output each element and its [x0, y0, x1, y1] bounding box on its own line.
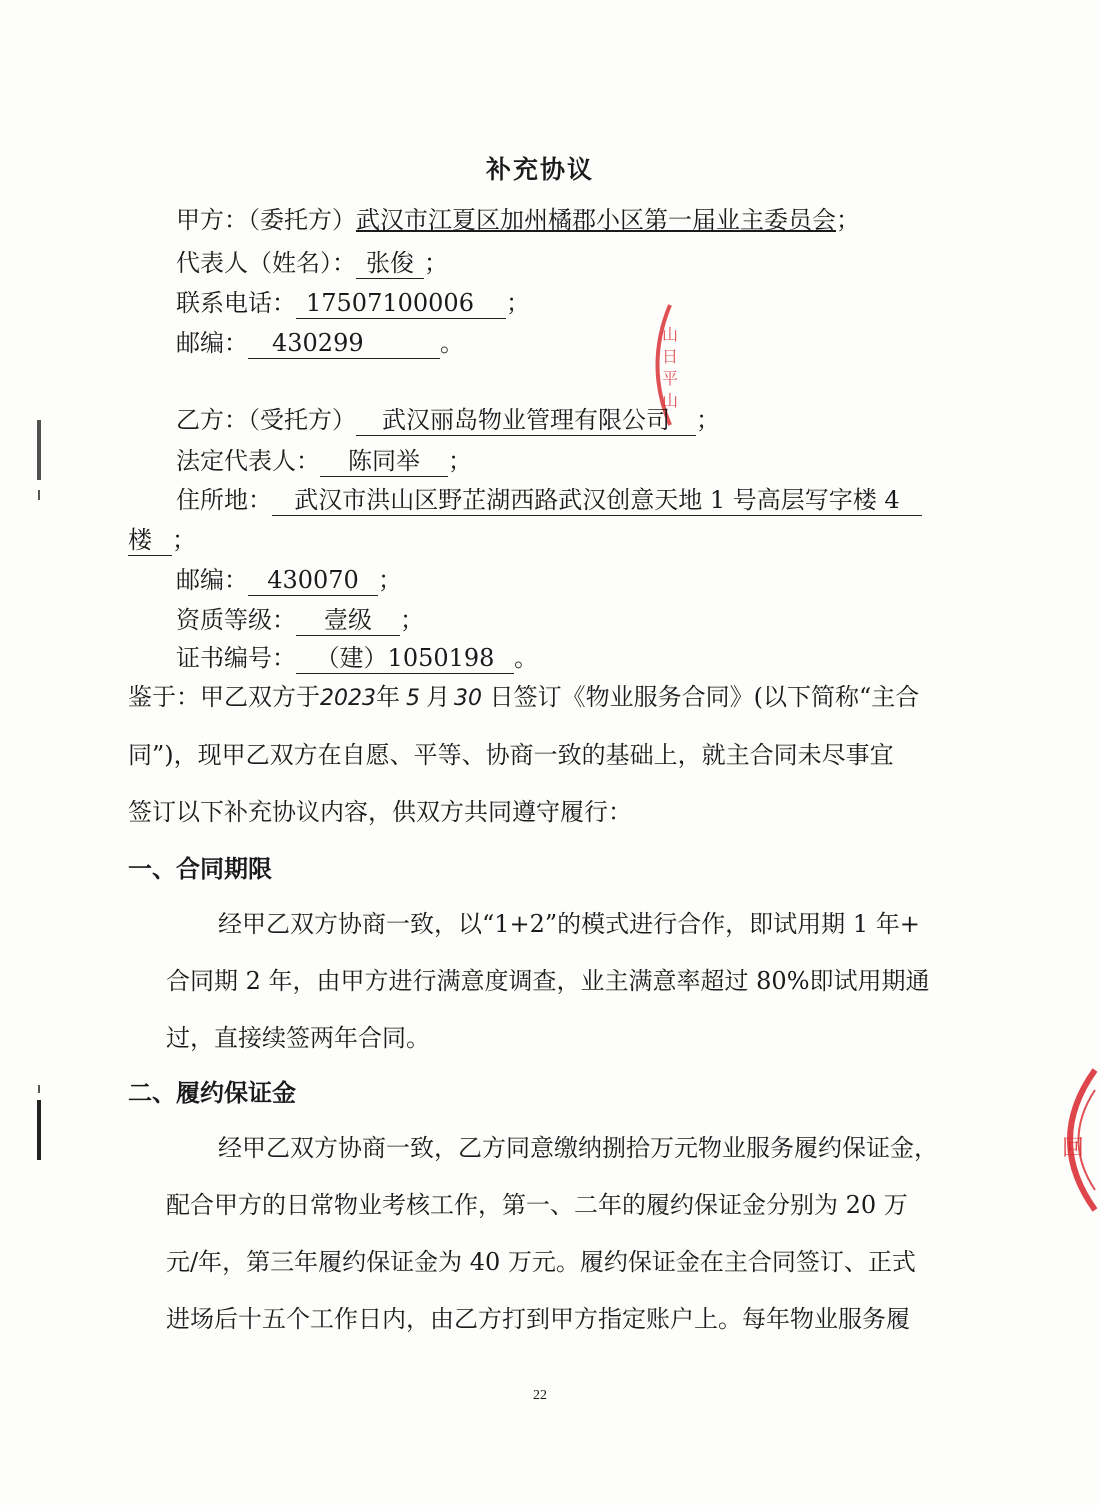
postcode-a-value: 430299: [248, 328, 440, 359]
party-a-label: 甲方：（委托方）: [176, 206, 356, 234]
svg-text:日: 日: [662, 347, 679, 366]
red-stamp-edge: [1040, 1065, 1100, 1215]
section-1-line: 合同期 2 年，由甲方进行满意度调查，业主满意率超过 80%即试用期通: [166, 967, 930, 995]
party-b-label: 乙方：（受托方）: [176, 406, 356, 434]
svg-text:山: 山: [662, 391, 679, 410]
whereas-line-2: 同”)，现甲乙双方在自愿、平等、协商一致的基础上，就主合同未尽事宜: [128, 741, 894, 769]
handwritten-year: 2023: [320, 686, 376, 711]
section-2-line: 配合甲方的日常物业考核工作，第一、二年的履约保证金分别为 20 万: [166, 1191, 908, 1219]
section-2-line: 经甲乙双方协商一致，乙方同意缴纳捌拾万元物业服务履约保证金，: [218, 1134, 938, 1162]
whereas-text-a: 鉴于：甲乙双方于: [128, 683, 320, 711]
whereas-line-1: [128, 669, 919, 727]
party-b-value: 武汉丽岛物业管理有限公司: [356, 405, 696, 436]
handwritten-day: 30: [454, 686, 482, 711]
phone-value: 17507100006: [296, 288, 506, 319]
qualification-label: 资质等级：: [176, 606, 296, 634]
section-1-heading: 一、合同期限: [128, 854, 272, 883]
postcode-b-line: [176, 563, 402, 597]
party-b-end: ；: [696, 406, 720, 434]
svg-text:山: 山: [662, 325, 679, 344]
section-2-line: 进场后十五个工作日内，由乙方打到甲方指定账户上。每年物业服务履: [166, 1305, 910, 1333]
qualification-end: ；: [400, 606, 424, 634]
whereas-paragraph: [128, 669, 919, 841]
postcode-b-value: 430070: [248, 565, 378, 596]
phone-line: [176, 286, 530, 320]
phone-end: ；: [506, 289, 530, 317]
binding-hole-mark: [34, 1085, 44, 1165]
whereas-text-d: 日签订《物业服务合同》(以下简称“主合: [482, 683, 920, 711]
section-2-body: [166, 1120, 938, 1348]
document-title: 补充协议: [485, 155, 594, 184]
section-1-body: [166, 896, 930, 1067]
address-label: 住所地：: [176, 486, 272, 514]
section-1-line: 过，直接续签两年合同。: [166, 1024, 430, 1052]
legal-rep-line: [176, 444, 472, 478]
qualification-value: 壹级: [296, 605, 400, 636]
section-2-line: 元/年，第三年履约保证金为 40 万元。履约保证金在主合同签订、正式: [166, 1248, 916, 1276]
party-a-end: ；: [836, 206, 860, 234]
representative-label: 代表人（姓名）：: [176, 249, 356, 277]
postcode-b-label: 邮编：: [176, 566, 248, 594]
representative-line: [176, 246, 448, 280]
address-line-1: [176, 483, 922, 517]
certificate-label: 证书编号：: [176, 644, 296, 672]
handwritten-month: 5: [406, 686, 420, 711]
svg-text:平: 平: [662, 369, 679, 388]
phone-label: 联系电话：: [176, 289, 296, 317]
address-value-2: 楼: [128, 525, 172, 556]
section-2-heading: 二、履约保证金: [128, 1078, 296, 1107]
postcode-b-end: ；: [378, 566, 402, 594]
certificate-end: 。: [514, 644, 538, 672]
representative-end: ；: [424, 249, 448, 277]
address-line-2: [128, 523, 196, 557]
legal-rep-value: 陈同举: [320, 446, 448, 477]
whereas-text-b: 年: [376, 683, 400, 711]
address-end: ；: [172, 526, 196, 554]
postcode-a-line: [176, 326, 464, 360]
party-b-line: [176, 403, 720, 437]
binding-hole-mark: [34, 420, 44, 510]
page-number: 22: [533, 1388, 547, 1403]
postcode-a-end: 。: [440, 329, 464, 357]
section-1-line: 经甲乙双方协商一致，以“1+2”的模式进行合作，即试用期 1 年+: [218, 910, 920, 938]
party-a-line: [176, 203, 860, 237]
postcode-a-label: 邮编：: [176, 329, 248, 357]
whereas-line-3: 签订以下补充协议内容，供双方共同遵守履行：: [128, 798, 632, 826]
party-a-value: 武汉市江夏区加州橘郡小区第一届业主委员会: [356, 206, 836, 234]
address-value-1: 武汉市洪山区野芷湖西路武汉创意天地 1 号高层写字楼 4: [272, 485, 922, 516]
legal-rep-end: ；: [448, 447, 472, 475]
svg-text:回: 回: [1062, 1136, 1085, 1161]
qualification-line: [176, 603, 424, 637]
certificate-value: （建）1050198: [296, 643, 514, 674]
representative-value: 张俊: [356, 248, 424, 279]
legal-rep-label: 法定代表人：: [176, 447, 320, 475]
whereas-text-c: 月: [426, 683, 450, 711]
